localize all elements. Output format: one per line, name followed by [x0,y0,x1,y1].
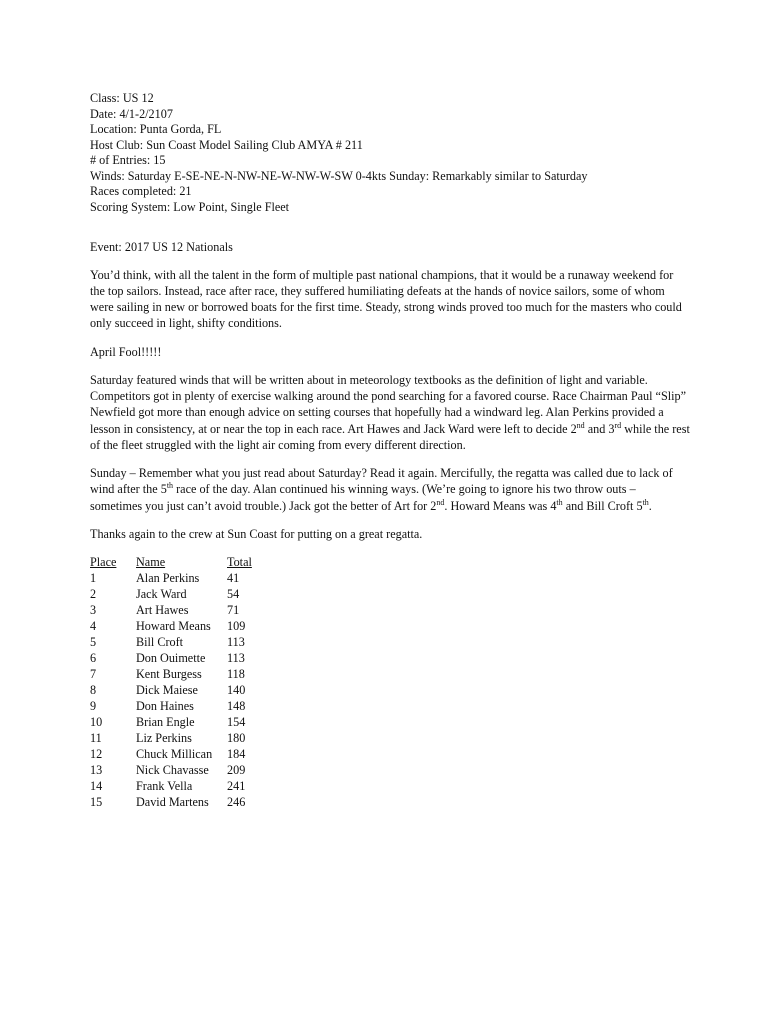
table-row [90,634,267,650]
name-cell: Chuck Millican [136,747,213,762]
results-body [90,570,267,810]
total-cell: 154 [227,715,246,730]
place-cell: 14 [90,779,103,794]
races-line: Races completed: 21 [90,184,192,198]
place-cell: 4 [90,619,97,634]
document-page [90,91,690,810]
host-club-line: Host Club: Sun Coast Model Sailing Club AMYA # 211 [90,137,363,152]
total-cell: 246 [227,795,246,810]
sunday-sup-th-2: th [556,497,563,507]
table-row [90,794,267,810]
total-cell: 184 [227,747,246,762]
place-cell: 10 [90,715,103,730]
place-cell: 12 [90,747,103,762]
total-cell: 109 [227,619,246,634]
total-cell: 41 [227,571,240,586]
place-cell: 8 [90,683,97,698]
paragraph-intro: You’d think, with all the talent in the form of multiple past national champions, that it would be a runaway weekend for the top sailors. Instead, race after race, they suffered humiliating defeats at the hands of novice sailors, some of whom were sailing in new or borrowed boats for the first time. Steady, strong winds proved too much for the masters who could only succeed in light, shifty conditions. [90,267,682,331]
table-row [90,586,267,602]
sunday-text-d: and Bill Croft 5 [562,498,643,513]
name-cell: Brian Engle [136,715,195,730]
table-row [90,618,267,634]
results-table [90,554,267,810]
name-cell: Bill Croft [136,635,184,650]
paragraph-saturday [90,372,690,453]
entries-line: # of Entries: 15 [90,153,166,167]
name-cell: Art Hawes [136,603,189,618]
name-cell: David Martens [136,795,209,810]
table-row [90,682,267,698]
header-name: Name [136,555,166,570]
place-cell: 6 [90,651,97,666]
name-cell: Alan Perkins [136,571,200,586]
table-row [90,650,267,666]
name-cell: Liz Perkins [136,731,192,746]
date-line: Date: 4/1-2/2107 [90,106,173,121]
header-place: Place [90,555,117,570]
saturday-sup-rd: rd [614,420,622,430]
table-row [90,666,267,682]
name-cell: Jack Ward [136,587,187,602]
name-cell: Don Ouimette [136,651,206,666]
saturday-sup-nd: nd [576,420,585,430]
saturday-text-c: while the rest of the fleet struggled with the light air coming from every different direction. [90,421,690,452]
name-cell: Nick Chavasse [136,763,209,778]
place-cell: 3 [90,603,97,618]
table-row [90,762,267,778]
name-cell: Don Haines [136,699,194,714]
results-header-row [90,554,267,570]
paragraph-april-fool: April Fool!!!!! [90,344,162,359]
table-row [90,714,267,730]
place-cell: 15 [90,795,103,810]
sunday-sup-th-3: th [642,497,649,507]
total-cell: 209 [227,763,246,778]
sunday-text-e: . [648,498,652,513]
total-cell: 148 [227,699,246,714]
table-row [90,778,267,794]
total-cell: 113 [227,651,245,666]
name-cell: Dick Maiese [136,683,198,698]
regatta-info-block [90,91,690,215]
table-row [90,746,267,762]
sunday-text-b: race of the day. Alan continued his winning ways. (We’re going to ignore his two throw outs – sometimes you just can’t avoid trouble.) Jack got the better of Art for 2 [90,482,636,513]
place-cell: 13 [90,763,103,778]
place-cell: 5 [90,635,97,650]
name-cell: Frank Vella [136,779,193,794]
sunday-text-a: Sunday – Remember what you just read about Saturday? Read it again. Mercifully, the regatta was called due to lack of wind after the 5 [90,466,673,497]
name-cell: Kent Burgess [136,667,202,682]
paragraph-sunday [90,465,690,514]
table-row [90,602,267,618]
place-cell: 2 [90,587,97,602]
class-line: Class: US 12 [90,91,154,105]
table-row [90,730,267,746]
location-line: Location: Punta Gorda, FL [90,122,222,136]
paragraph-thanks: Thanks again to the crew at Sun Coast for putting on a great regatta. [90,526,423,541]
total-cell: 71 [227,603,240,618]
place-cell: 9 [90,699,97,714]
saturday-text-a: Saturday featured winds that will be written about in meteorology textbooks as the definition of light and variable. Competitors got in plenty of exercise walking around the pond searching for a favored course. Race Chairman Paul “Slip” Newfield got more than enough advice on setting courses that hopefully had a windward leg. Alan Perkins provided a lesson in consistency, at or near the top in each race. Art Hawes and Jack Ward were left to decide 2 [90,372,686,436]
total-cell: 113 [227,635,245,650]
total-cell: 180 [227,731,246,746]
sunday-sup-nd: nd [436,497,445,507]
table-row [90,570,267,586]
event-title: Event: 2017 US 12 Nationals [90,240,233,254]
table-row [90,698,267,714]
name-cell: Howard Means [136,619,211,634]
winds-line: Winds: Saturday E-SE-NE-N-NW-NE-W-NW-W-SW 0-4kts Sunday: Remarkably similar to Saturday [90,168,588,183]
place-cell: 11 [90,731,102,746]
sunday-sup-th-1: th [166,481,174,491]
place-cell: 7 [90,667,97,682]
total-cell: 54 [227,587,240,602]
sunday-text-c: . Howard Means was 4 [444,498,557,513]
place-cell: 1 [90,571,97,586]
header-total: Total [227,555,252,570]
saturday-text-b: and 3 [584,421,615,436]
scoring-line: Scoring System: Low Point, Single Fleet [90,199,290,214]
total-cell: 140 [227,683,246,698]
total-cell: 118 [227,667,245,682]
total-cell: 241 [227,779,246,794]
